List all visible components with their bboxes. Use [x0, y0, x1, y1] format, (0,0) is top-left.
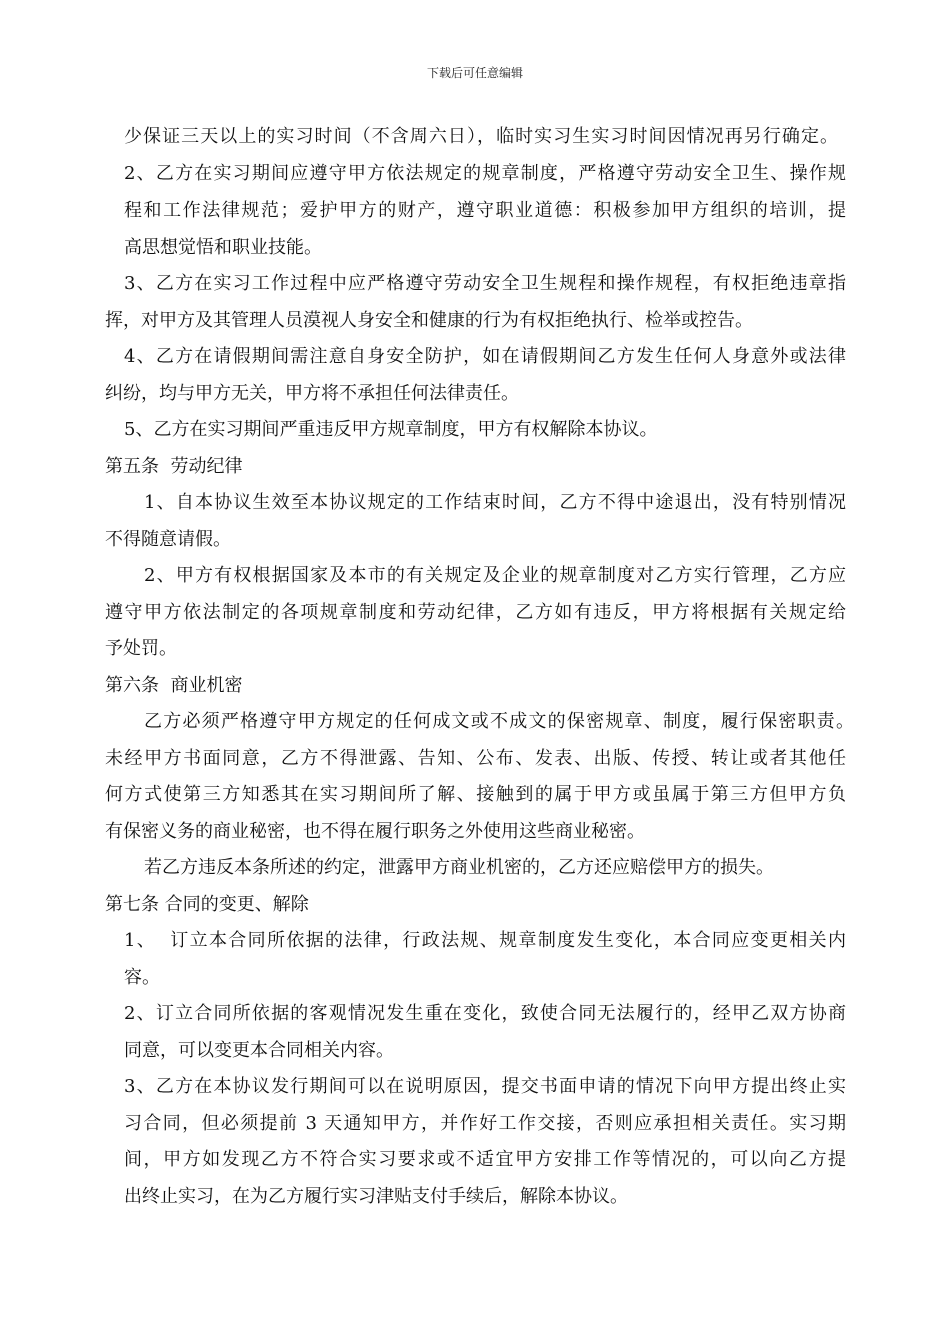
text-line: 若乙方违反本条所述的约定，泄露甲方商业机密的，乙方还应赔偿甲方的损失。	[144, 857, 774, 878]
text-line: 3、乙方在实习工作过程中应严格遵守劳动安全卫生规程和操作规程，有权拒绝违章指	[124, 273, 846, 294]
section-heading: 第六条 商业机密	[105, 675, 243, 696]
text-line: 2、乙方在实习期间应遵守甲方依法规定的规章制度，严格遵守劳动安全卫生、操作规	[124, 163, 846, 184]
section-heading: 第五条 劳动纪律	[105, 456, 243, 477]
text-line: 遵守甲方依法制定的各项规章制度和劳动纪律，乙方如有违反，甲方将根据有关规定给	[105, 602, 846, 623]
text-line: 间，甲方如发现乙方不符合实习要求或不适宜甲方安排工作等情况的，可以向乙方提	[124, 1149, 846, 1170]
page-header: 下载后可任意编辑	[426, 66, 523, 80]
section-heading: 第七条 合同的变更、解除	[105, 894, 309, 915]
text-line: 挥，对甲方及其管理人员漠视人身安全和健康的行为有权拒绝执行、检举或控告。	[105, 310, 753, 331]
text-line: 乙方必须严格遵守甲方规定的任何成文或不成文的保密规章、制度，履行保密职责。	[144, 711, 854, 732]
text-line: 出终止实习，在为乙方履行实习津贴支付手续后，解除本协议。	[124, 1186, 628, 1207]
text-line: 2、订立合同所依据的客观情况发生重在变化，致使合同无法履行的，经甲乙双方协商	[124, 1003, 846, 1024]
text-line: 同意，可以变更本合同相关内容。	[124, 1040, 394, 1061]
text-line: 4、乙方在请假期间需注意自身安全防护，如在请假期间乙方发生任何人身意外或法律	[124, 346, 846, 367]
text-line: 予处罚。	[105, 638, 177, 659]
text-line: 习合同，但必须提前 3 天通知甲方，并作好工作交接，否则应承担相关责任。实习期	[124, 1113, 846, 1134]
text-line: 5、乙方在实习期间严重违反甲方规章制度，甲方有权解除本协议。	[124, 419, 658, 440]
text-line: 1、自本协议生效至本协议规定的工作结束时间，乙方不得中途退出，没有特别情况	[144, 492, 846, 513]
text-line: 有保密义务的商业秘密，也不得在履行职务之外使用这些商业秘密。	[105, 821, 645, 842]
text-line: 纠纷，均与甲方无关，甲方将不承担任何法律责任。	[105, 383, 519, 404]
text-line: 程和工作法律规范；爱护甲方的财产，遵守职业道德：积极参加甲方组织的培训，提	[124, 200, 846, 221]
text-line: 未经甲方书面同意，乙方不得泄露、告知、公布、发表、出版、传授、转让或者其他任	[105, 748, 846, 769]
text-line: 少保证三天以上的实习时间（不含周六日），临时实习生实习时间因情况再另行确定。	[124, 126, 838, 147]
text-line: 不得随意请假。	[105, 529, 231, 550]
text-line: 2、甲方有权根据国家及本市的有关规定及企业的规章制度对乙方实行管理，乙方应	[144, 565, 846, 586]
text-line: 3、乙方在本协议发行期间可以在说明原因，提交书面申请的情况下向甲方提出终止实	[124, 1076, 846, 1097]
text-line: 高思想觉悟和职业技能。	[124, 237, 322, 258]
text-line: 容。	[124, 967, 160, 988]
text-line: 何方式使第三方知悉其在实习期间所了解、接触到的属于甲方或虽属于第三方但甲方负	[105, 784, 846, 805]
text-line: 1、 订立本合同所依据的法律，行政法规、规章制度发生变化，本合同应变更相关内	[124, 930, 846, 951]
